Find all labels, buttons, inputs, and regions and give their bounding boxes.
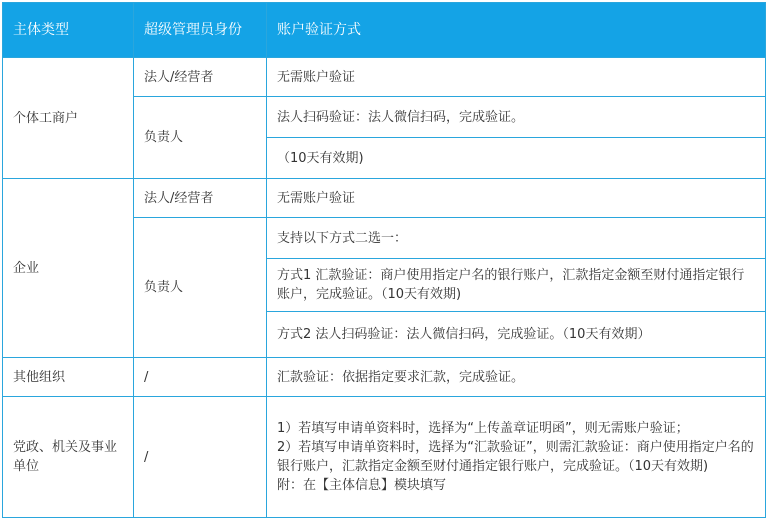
verification-rule-line: 2）若填写申请单资料时，选择为“汇款验证”，则需汇款验证：商户使用指定户名的银行账户，汇款指定金额至财付通指定银行账户，完成验证。（10天有效期) — [277, 440, 754, 474]
verification-method-table — [2, 2, 766, 518]
header-row — [3, 3, 766, 58]
admin-role-cell: 负责人 — [134, 97, 267, 179]
admin-role-cell: 法人/经营者 — [134, 179, 267, 218]
verification-options-intro: 支持以下方式二选一： — [267, 218, 766, 259]
table-row — [3, 179, 766, 218]
admin-role-cell: 负责人 — [134, 218, 267, 358]
verification-method-cell: 汇款验证：依据指定要求汇款，完成验证。 — [267, 358, 766, 397]
table-row — [3, 58, 766, 97]
admin-role-cell: / — [134, 358, 267, 397]
table-row — [3, 397, 766, 518]
header-entity-type: 主体类型 — [3, 3, 134, 58]
table-body — [3, 58, 766, 518]
admin-role-cell: 法人/经营者 — [134, 58, 267, 97]
verification-method-cell: 法人扫码验证：法人微信扫码，完成验证。 — [267, 97, 766, 138]
validity-period-cell: （10天有效期) — [267, 138, 766, 179]
verification-option-remittance: 方式1 汇款验证：商户使用指定户名的银行账户，汇款指定金额至财付通指定银行账户，完成验证。（10天有效期) — [267, 259, 766, 312]
verification-rule-line: 1）若填写申请单资料时，选择为“上传盖章证明函”，则无需账户验证； — [277, 421, 689, 436]
verification-option-qr-scan: 方式2 法人扫码验证：法人微信扫码，完成验证。（10天有效期） — [267, 312, 766, 358]
header-verification-method: 账户验证方式 — [267, 3, 766, 58]
table-header — [3, 3, 766, 58]
verification-note-line: 附：在【主体信息】模块填写 — [277, 478, 447, 493]
verification-method-cell: 无需账户验证 — [267, 179, 766, 218]
entity-government-institution: 党政、机关及事业单位 — [3, 397, 134, 518]
entity-individual-business: 个体工商户 — [3, 58, 134, 179]
entity-other-organization: 其他组织 — [3, 358, 134, 397]
admin-role-cell: / — [134, 397, 267, 518]
verification-method-cell — [267, 397, 766, 518]
table-row — [3, 358, 766, 397]
verification-method-cell: 无需账户验证 — [267, 58, 766, 97]
header-admin-role: 超级管理员身份 — [134, 3, 267, 58]
verification-table-container — [2, 2, 765, 519]
entity-enterprise: 企业 — [3, 179, 134, 358]
